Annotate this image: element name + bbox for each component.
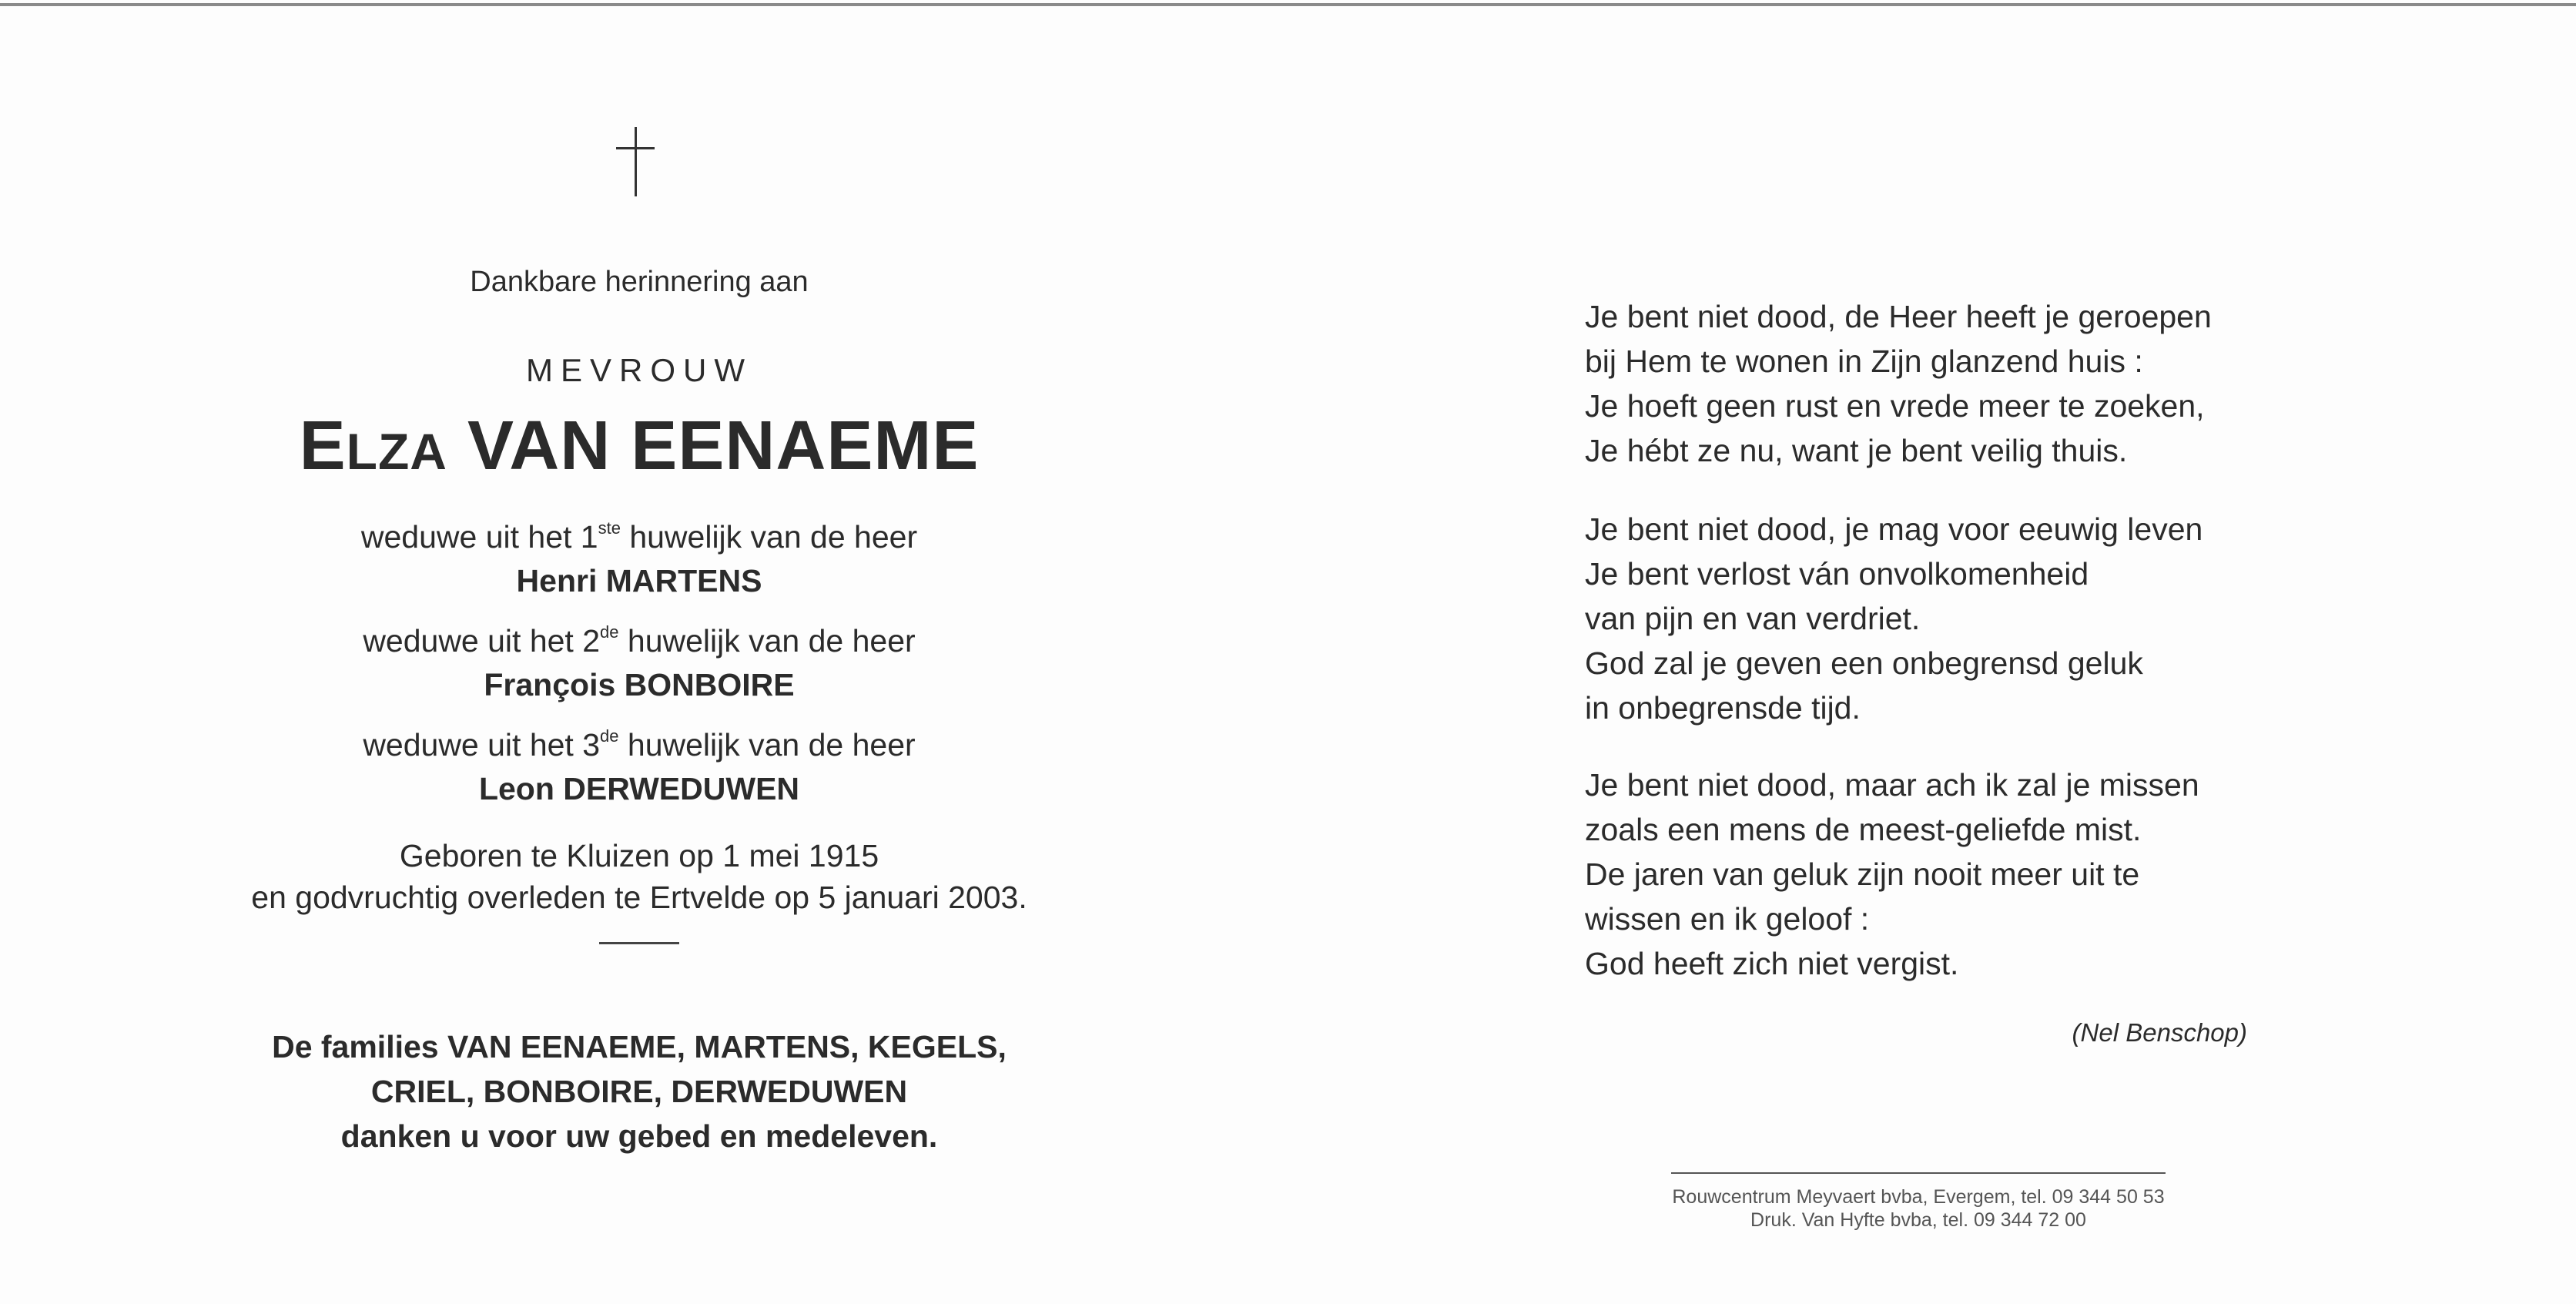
poem-line: God zal je geven een onbegrensd geluk (1585, 645, 2143, 681)
poem-line: Je hoeft geen rust en vrede meer te zoeken, (1585, 388, 2205, 424)
footer-funeral-home: Rouwcentrum Meyvaert bvba, Evergem, tel. 09 344 50 53 (1672, 1186, 2165, 1208)
poem-line: Je hébt ze nu, want je bent veilig thuis. (1585, 433, 2128, 468)
marriage-line-2 (0, 622, 1278, 659)
deceased-name (0, 407, 1278, 486)
marriage-line-3 (0, 726, 1278, 763)
poem-line: wissen en ik geloof : (1585, 901, 1870, 937)
honorific-title: MEVROUW (526, 352, 752, 388)
marriage-2-pre: weduwe uit het 2 (363, 623, 601, 659)
cross-icon (616, 127, 655, 196)
marriage-1-post: huwelijk van de heer (620, 519, 918, 555)
poem-line: Je bent verlost ván onvolkomenheid (1585, 556, 2089, 592)
poem-line: Je bent niet dood, maar ach ik zal je missen (1585, 767, 2199, 803)
marriage-2-post: huwelijk van de heer (618, 623, 916, 659)
poem-line: bij Hem te wonen in Zijn glanzend huis : (1585, 344, 2143, 379)
poem-stanza-3 (1585, 763, 2199, 986)
birth-line: Geboren te Kluizen op 1 mei 1915 (399, 838, 879, 873)
marriage-3-pre: weduwe uit het 3 (363, 727, 601, 763)
marriage-line-1 (0, 518, 1278, 555)
right-panel (1288, 0, 2575, 1304)
poem-line: zoals een mens de meest-geliefde mist. (1585, 812, 2142, 847)
marriage-1-ordinal: ste (598, 518, 621, 538)
spouse-1: Henri MARTENS (516, 563, 762, 598)
name-first-rest: LZA (346, 423, 447, 480)
separator-rule (599, 942, 679, 944)
poem-line: in onbegrensde tijd. (1585, 690, 1861, 726)
poem-line: God heeft zich niet vergist. (1585, 946, 1959, 981)
spouse-2: François BONBOIRE (484, 667, 795, 702)
poem-stanza-1 (1585, 294, 2212, 473)
marriage-2-ordinal: de (600, 622, 619, 642)
death-line: en godvruchtig overleden te Ertvelde op 5 januari 2003. (251, 880, 1027, 915)
poem-line: Je bent niet dood, de Heer heeft je geroepen (1585, 299, 2212, 334)
families-line-2: CRIEL, BONBOIRE, DERWEDUWEN (370, 1074, 908, 1109)
marriage-1-pre: weduwe uit het 1 (360, 519, 598, 555)
name-last: VAN EENAEME (467, 407, 980, 484)
poem-author: (Nel Benschop) (2072, 1018, 2247, 1047)
families-line-3: danken u voor uw gebed en medeleven. (340, 1118, 938, 1154)
intro-text: Dankbare herinnering aan (470, 266, 809, 298)
poem-stanza-2 (1585, 507, 2202, 730)
poem-line: Je bent niet dood, je mag voor eeuwig leven (1585, 511, 2203, 547)
marriage-3-ordinal: de (600, 726, 619, 746)
spouse-3: Leon DERWEDUWEN (478, 771, 800, 806)
families-line-1: De families VAN EENAEME, MARTENS, KEGELS, (272, 1029, 1007, 1064)
footer-rule (1671, 1172, 2166, 1174)
footer-printer: Druk. Van Hyfte bvba, tel. 09 344 72 00 (1750, 1209, 2086, 1231)
poem-line: De jaren van geluk zijn nooit meer uit te (1585, 856, 2140, 892)
marriage-3-post: huwelijk van de heer (618, 727, 916, 763)
poem-line: van pijn en van verdriet. (1585, 601, 1921, 636)
name-first-initial: E (299, 407, 347, 484)
